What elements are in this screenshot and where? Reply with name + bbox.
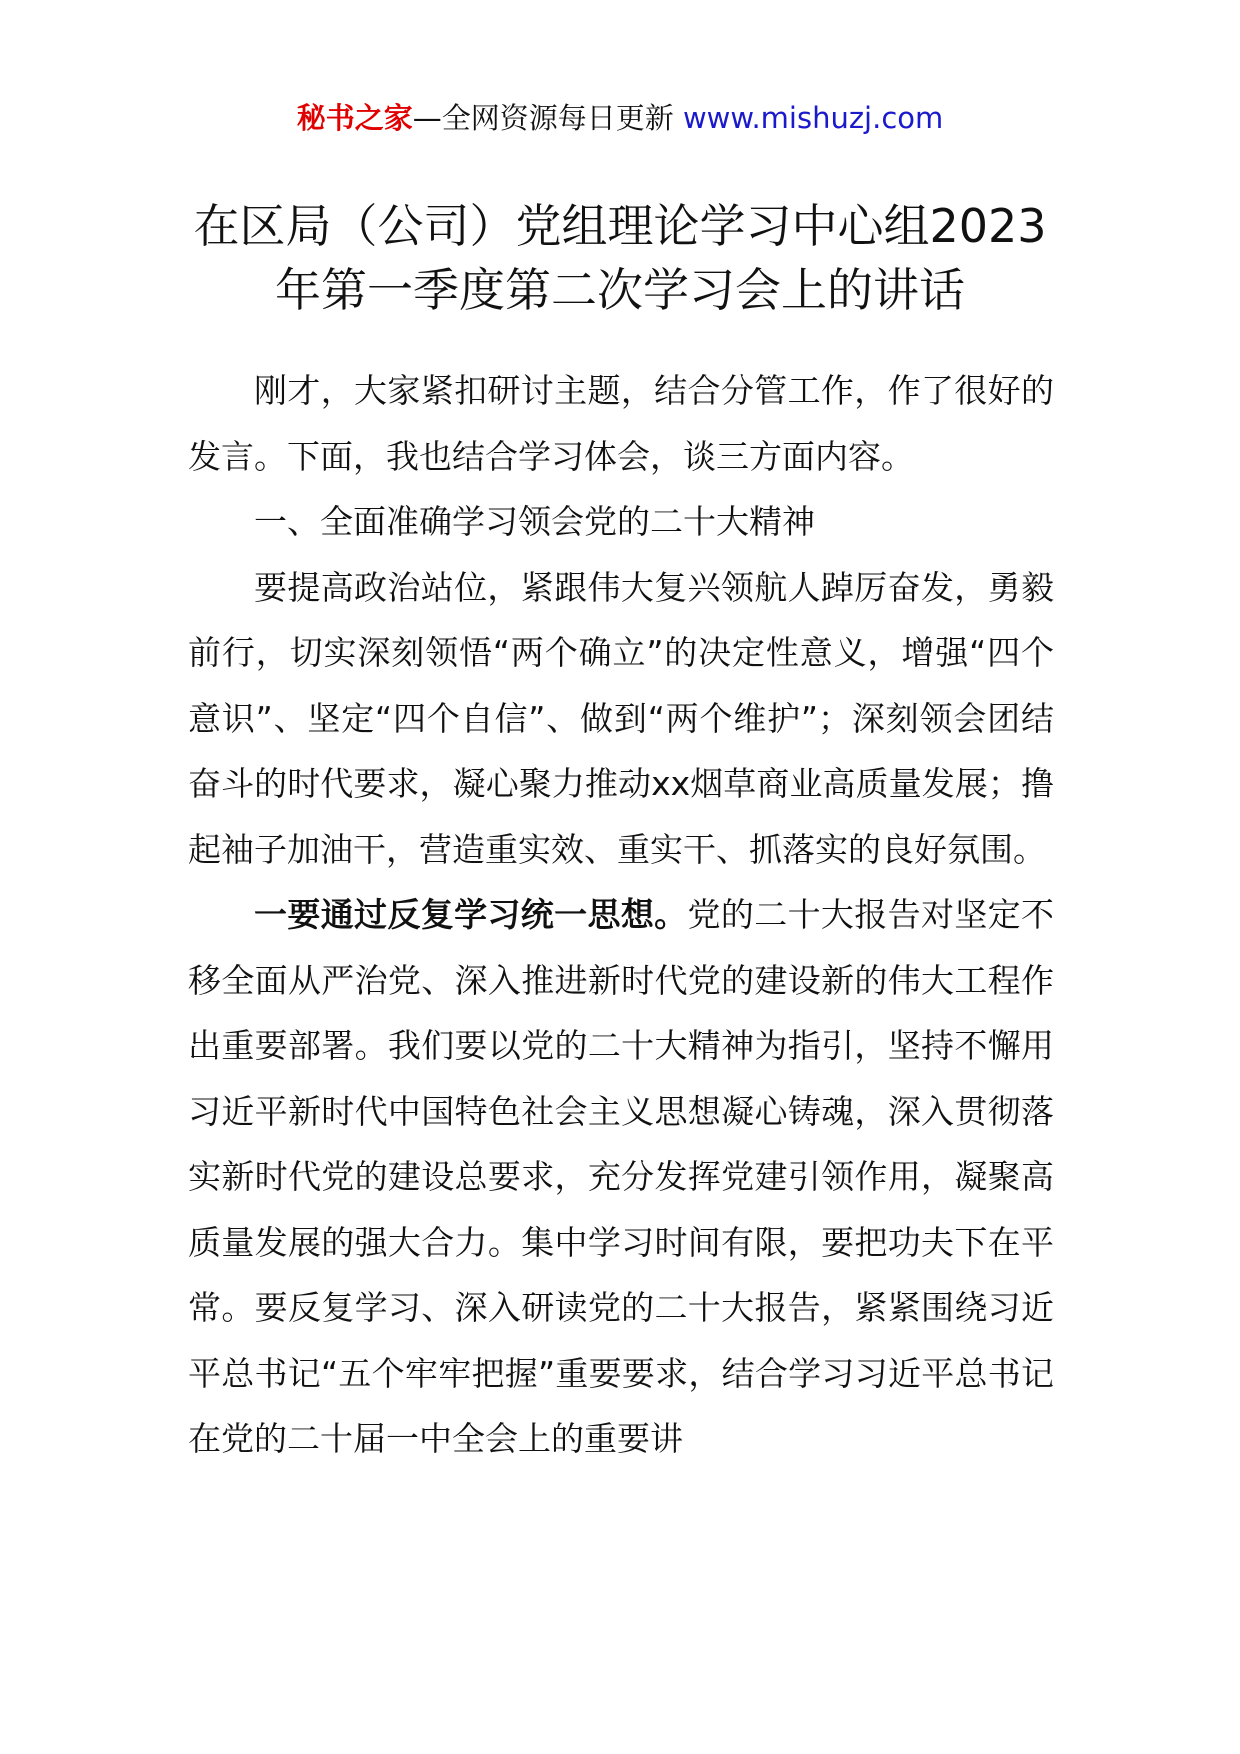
paragraph-section-summary [188, 555, 1054, 883]
section-heading [188, 489, 1054, 555]
paragraph-lead: 一要通过反复学习统一思想。 [254, 895, 688, 934]
site-banner [0, 98, 1240, 138]
site-url-link[interactable]: www.mishuzj.com [682, 101, 944, 135]
paragraph-text: 刚才，大家紧扣研讨主题，结合分管工作，作了很好的发言。下面，我也结合学习体会，谈三方面内容。 [188, 371, 1054, 476]
document-body [188, 358, 1054, 1472]
document-title: 在区局（公司）党组理论学习中心组2023年第一季度第二次学习会上的讲话 [193, 199, 1047, 317]
paragraph-intro [188, 358, 1054, 489]
banner-tagline: —全网资源每日更新 [412, 101, 674, 135]
brand-name: 秘书之家 [296, 101, 413, 135]
paragraph-text: 要提高政治站位，紧跟伟大复兴领航人踔厉奋发，勇毅前行，切实深刻领悟“两个确立”的决定性意义，增强“四个意识”、坚定“四个自信”、做到“两个维护”；深刻领会团结奋斗的时代要求，凝心聚力推动xx烟草商业高质量发展；撸起袖子加油干，营造重实效、重实干、抓落实的良好氛围。 [188, 567, 1054, 869]
paragraph-point-one [188, 882, 1054, 1472]
paragraph-text: 党的二十大报告对坚定不移全面从严治党、深入推进新时代党的建设新的伟大工程作出重要部署。我们要以党的二十大精神为指引，坚持不懈用习近平新时代中国特色社会主义思想凝心铸魂，深入贯彻落实新时代党的建设总要求，充分发挥党建引领作用，凝聚高质量发展的强大合力。集中学习时间有限，要把功夫下在平常。要反复学习、深入研读党的二十大报告，紧紧围绕习近平总书记“五个牢牢把握”重要要求，结合学习习近平总书记在党的二十届一中全会上的重要讲 [188, 895, 1055, 1458]
section-heading-text: 一、全面准确学习领会党的二十大精神 [254, 502, 815, 541]
